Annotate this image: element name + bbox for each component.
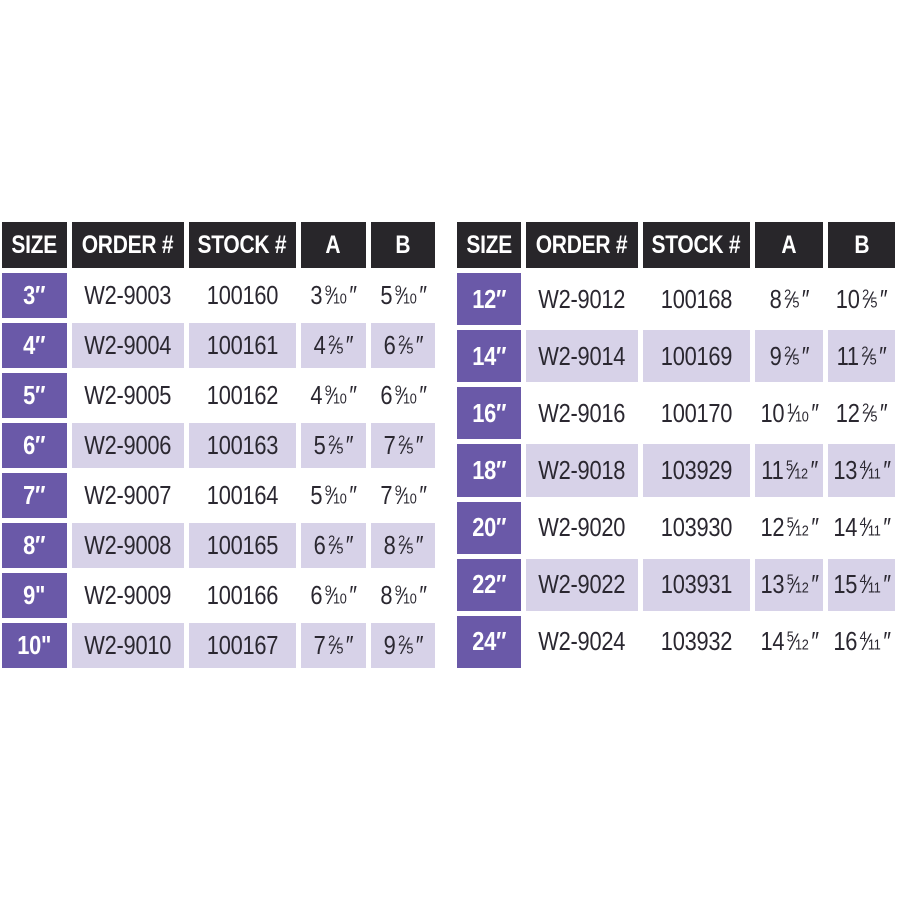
stock-number-cell [189, 523, 296, 568]
cell-text: 103930 [660, 512, 732, 543]
cell-text: 18″ [471, 454, 506, 485]
table-row [457, 502, 895, 554]
table-row [2, 323, 435, 368]
size-cell [457, 273, 521, 325]
dimension-b-cell [371, 623, 435, 668]
cell-text: SIZE [466, 230, 512, 259]
measurement-value: 5 $^9$⁄10″ [380, 280, 426, 310]
table-body [2, 273, 435, 668]
cell-text: 103932 [660, 626, 732, 657]
header-row [2, 222, 435, 268]
column-header-order [72, 222, 184, 268]
table-row [457, 616, 895, 668]
stock-number-cell [189, 373, 296, 418]
order-number-cell [72, 423, 184, 468]
size-cell [457, 330, 521, 382]
table-row [457, 559, 895, 611]
cell-text: 100168 [660, 283, 732, 314]
size-cell [2, 623, 67, 668]
order-number-cell [72, 323, 184, 368]
stock-number-cell [643, 559, 750, 611]
order-number-cell [526, 330, 638, 382]
size-cell [2, 273, 67, 318]
column-header-size [457, 222, 521, 268]
column-header-stock [189, 222, 296, 268]
table-row [2, 423, 435, 468]
measurement-value: 7 $^9$⁄10″ [380, 480, 426, 510]
cell-text: B [853, 230, 869, 259]
cell-text: 10" [17, 630, 52, 660]
column-header-a [301, 222, 367, 268]
order-number-cell [526, 502, 638, 554]
cell-text: 100162 [206, 380, 278, 410]
cell-text: 8″ [23, 530, 46, 560]
dimension-a-cell [301, 373, 367, 418]
stock-number-cell [189, 323, 296, 368]
order-number-cell [526, 616, 638, 668]
order-number-cell [72, 523, 184, 568]
column-header-a [755, 222, 823, 268]
table-row [2, 373, 435, 418]
table-row [2, 573, 435, 618]
spec-table-right [452, 217, 900, 673]
size-cell [2, 523, 67, 568]
measurement-value: 4 $^2$⁄5″ [314, 330, 353, 360]
table-header [457, 222, 895, 268]
dimension-b-cell [828, 387, 895, 439]
measurement-value: 8 $^2$⁄5″ [769, 283, 809, 314]
measurement-value: 9 $^2$⁄5″ [383, 630, 423, 660]
measurement-value: 6 $^9$⁄10″ [380, 380, 426, 410]
cell-text: A [325, 230, 341, 259]
cell-text: 100163 [206, 430, 278, 460]
dimension-a-cell [301, 573, 367, 618]
cell-text: B [395, 230, 411, 259]
cell-text: 16″ [471, 397, 506, 428]
column-header-order [526, 222, 638, 268]
dimension-b-cell [371, 323, 435, 368]
order-number-cell [72, 373, 184, 418]
measurement-value: 6 $^2$⁄5″ [383, 330, 423, 360]
measurement-value: 15 $^4$⁄11″ [833, 569, 890, 600]
measurement-value: 8 $^2$⁄5″ [383, 530, 423, 560]
stock-number-cell [643, 502, 750, 554]
size-cell [457, 387, 521, 439]
measurement-value: 11 $^5$⁄12″ [760, 454, 817, 485]
measurement-value: 12 $^5$⁄12″ [760, 512, 818, 543]
dimension-a-cell [301, 523, 367, 568]
cell-text: W2-9008 [84, 530, 172, 560]
dimension-a-cell [755, 502, 823, 554]
measurement-value: 11 $^2$⁄5″ [836, 340, 886, 371]
dimension-b-cell [371, 273, 435, 318]
cell-text: 100161 [206, 330, 278, 360]
dimension-a-cell [755, 387, 823, 439]
order-number-cell [72, 273, 184, 318]
cell-text: 24″ [471, 626, 506, 657]
cell-text: STOCK # [651, 230, 741, 259]
measurement-value: 13 $^5$⁄12″ [760, 569, 818, 600]
column-header-size [2, 222, 67, 268]
cell-text: 100160 [206, 280, 278, 310]
stock-number-cell [189, 273, 296, 318]
table-body [457, 273, 895, 668]
dimension-b-cell [828, 444, 895, 496]
cell-text: 100167 [206, 630, 278, 660]
order-number-cell [526, 273, 638, 325]
measurement-value: 6 $^2$⁄5″ [314, 530, 353, 560]
dimension-b-cell [828, 502, 895, 554]
cell-text: 6″ [23, 430, 46, 460]
dimension-a-cell [755, 330, 823, 382]
stock-number-cell [643, 387, 750, 439]
order-number-cell [72, 573, 184, 618]
size-cell [457, 559, 521, 611]
dimension-b-cell [828, 330, 895, 382]
column-header-b [828, 222, 895, 268]
table-row [2, 473, 435, 518]
cell-text: 103929 [660, 454, 732, 485]
stock-number-cell [189, 473, 296, 518]
cell-text: 9" [23, 580, 46, 610]
header-row [457, 222, 895, 268]
spec-table-left [0, 217, 440, 673]
cell-text: 7″ [23, 480, 46, 510]
dimension-a-cell [301, 273, 367, 318]
table-header [2, 222, 435, 268]
cell-text: STOCK # [197, 230, 287, 259]
size-cell [2, 573, 67, 618]
measurement-value: 12 $^2$⁄5″ [836, 397, 887, 428]
spec-tables-container [0, 217, 900, 673]
dimension-b-cell [828, 273, 895, 325]
size-cell [2, 373, 67, 418]
size-cell [2, 423, 67, 468]
stock-number-cell [189, 623, 296, 668]
measurement-value: 7 $^2$⁄5″ [314, 630, 353, 660]
cell-text: W2-9005 [84, 380, 172, 410]
dimension-b-cell [371, 523, 435, 568]
measurement-value: 13 $^4$⁄11″ [833, 454, 890, 485]
measurement-value: 5 $^2$⁄5″ [314, 430, 353, 460]
dimension-b-cell [371, 573, 435, 618]
order-number-cell [526, 444, 638, 496]
stock-number-cell [643, 330, 750, 382]
column-header-stock [643, 222, 750, 268]
cell-text: SIZE [11, 230, 58, 259]
cell-text: W2-9006 [84, 430, 172, 460]
cell-text: W2-9009 [84, 580, 172, 610]
measurement-value: 6 $^9$⁄10″ [310, 580, 357, 610]
cell-text: A [781, 230, 797, 259]
cell-text: 100166 [206, 580, 278, 610]
cell-text: W2-9022 [538, 569, 626, 600]
measurement-value: 14 $^4$⁄11″ [833, 512, 890, 543]
dimension-b-cell [371, 373, 435, 418]
stock-number-cell [189, 573, 296, 618]
dimension-a-cell [301, 423, 367, 468]
cell-text: 100170 [660, 397, 732, 428]
cell-text: 100169 [660, 340, 732, 371]
measurement-value: 8 $^9$⁄10″ [380, 580, 426, 610]
cell-text: 20″ [471, 512, 506, 543]
stock-number-cell [643, 616, 750, 668]
cell-text: 22″ [471, 569, 506, 600]
cell-text: 100164 [206, 480, 278, 510]
cell-text: W2-9003 [84, 280, 172, 310]
dimension-b-cell [371, 423, 435, 468]
table-row [2, 523, 435, 568]
table-row [457, 387, 895, 439]
table-row [2, 623, 435, 668]
cell-text: 5″ [23, 380, 46, 410]
measurement-value: 7 $^2$⁄5″ [383, 430, 423, 460]
dimension-a-cell [755, 559, 823, 611]
table-row [2, 273, 435, 318]
cell-text: 3″ [23, 280, 46, 310]
dimension-b-cell [828, 616, 895, 668]
measurement-value: 5 $^9$⁄10″ [310, 480, 357, 510]
stock-number-cell [189, 423, 296, 468]
cell-text: ORDER # [81, 230, 174, 259]
cell-text: W2-9007 [84, 480, 172, 510]
cell-text: W2-9014 [538, 340, 626, 371]
cell-text: W2-9016 [538, 397, 626, 428]
table-row [457, 330, 895, 382]
dimension-b-cell [828, 559, 895, 611]
dimension-b-cell [371, 473, 435, 518]
dimension-a-cell [755, 616, 823, 668]
cell-text: 12″ [471, 283, 506, 314]
table-row [457, 273, 895, 325]
measurement-value: 14 $^5$⁄12″ [760, 626, 818, 657]
measurement-value: 9 $^2$⁄5″ [769, 340, 809, 371]
measurement-value: 16 $^4$⁄11″ [833, 626, 890, 657]
measurement-value: 10 $^2$⁄5″ [836, 283, 887, 314]
stock-number-cell [643, 273, 750, 325]
cell-text: W2-9020 [538, 512, 626, 543]
order-number-cell [526, 559, 638, 611]
measurement-value: 10 $^1$⁄10″ [760, 397, 818, 428]
cell-text: ORDER # [536, 230, 628, 259]
dimension-a-cell [301, 323, 367, 368]
size-cell [2, 323, 67, 368]
cell-text: 14″ [471, 340, 506, 371]
cell-text: W2-9010 [84, 630, 172, 660]
table-row [457, 444, 895, 496]
cell-text: W2-9024 [538, 626, 626, 657]
dimension-a-cell [755, 273, 823, 325]
cell-text: W2-9018 [538, 454, 626, 485]
size-cell [457, 502, 521, 554]
order-number-cell [72, 623, 184, 668]
dimension-a-cell [301, 623, 367, 668]
size-cell [2, 473, 67, 518]
size-cell [457, 444, 521, 496]
measurement-value: 3 $^9$⁄10″ [310, 280, 357, 310]
cell-text: 100165 [206, 530, 278, 560]
cell-text: W2-9012 [538, 283, 626, 314]
cell-text: 103931 [660, 569, 732, 600]
cell-text: 4″ [23, 330, 46, 360]
cell-text: W2-9004 [84, 330, 172, 360]
size-cell [457, 616, 521, 668]
order-number-cell [72, 473, 184, 518]
measurement-value: 4 $^9$⁄10″ [310, 380, 357, 410]
dimension-a-cell [301, 473, 367, 518]
dimension-a-cell [755, 444, 823, 496]
column-header-b [371, 222, 435, 268]
stock-number-cell [643, 444, 750, 496]
order-number-cell [526, 387, 638, 439]
